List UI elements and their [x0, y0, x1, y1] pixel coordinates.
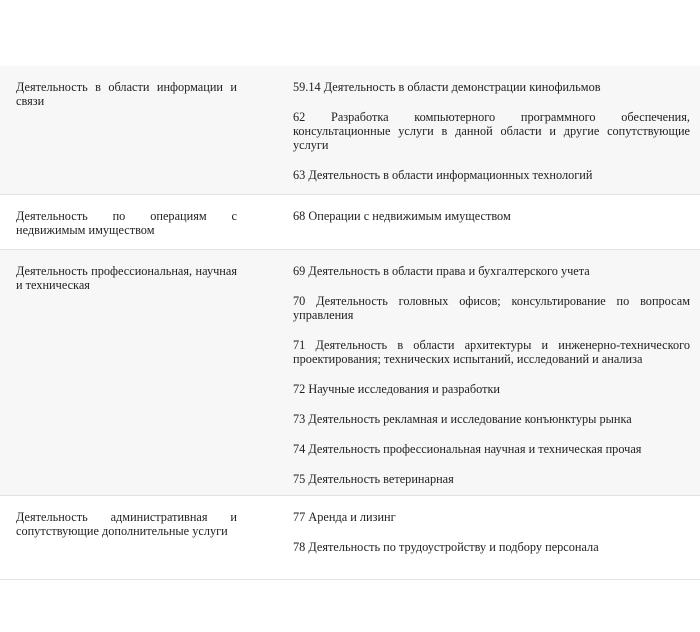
- table-row: [0, 250, 700, 496]
- activity-code-item: 75 Деятельность ветеринарная: [293, 472, 454, 486]
- codes-cell: [293, 195, 700, 249]
- table-row: [0, 66, 700, 195]
- activity-code-item: 71 Деятельность в области архитектуры и инженерно-технического проектирования; технических испытаний, исследований и анализа: [293, 338, 690, 366]
- codes-cell: [293, 496, 700, 579]
- category-cell: Деятельность профессиональная, научная и техническая: [16, 264, 237, 292]
- activity-code-item: 72 Научные исследования и разработки: [293, 382, 501, 396]
- table-row: [0, 195, 700, 250]
- category-cell: Деятельность по операциям с недвижимым имуществом: [16, 209, 237, 237]
- activity-code-item: 63 Деятельность в области информационных технологий: [293, 168, 593, 182]
- category-cell: Деятельность административная и сопутствующие дополнительные услуги: [16, 510, 237, 538]
- activity-code-item: 59.14 Деятельность в области демонстрации кинофильмов: [293, 80, 601, 94]
- activity-code-item: 70 Деятельность головных офисов; консультирование по вопросам управления: [293, 294, 690, 322]
- activity-code-item: 77 Аренда и лизинг: [293, 510, 396, 524]
- codes-cell: [293, 66, 700, 194]
- category-cell: Деятельность в области информации и связи: [16, 80, 237, 108]
- activity-table: [0, 66, 700, 580]
- codes-cell: [293, 250, 700, 495]
- activity-code-item: 73 Деятельность рекламная и исследование конъюнктуры рынка: [293, 412, 632, 426]
- activity-code-item: 69 Деятельность в области права и бухгалтерского учета: [293, 264, 590, 278]
- activity-code-item: 62 Разработка компьютерного программного обеспечения, консультационные услуги в данной области и другие сопутствующие услуги: [293, 110, 690, 152]
- activity-code-item: 68 Операции с недвижимым имуществом: [293, 209, 511, 223]
- activity-code-item: 78 Деятельность по трудоустройству и подбору персонала: [293, 540, 599, 554]
- activity-code-item: 74 Деятельность профессиональная научная и техническая прочая: [293, 442, 642, 456]
- table-row: [0, 496, 700, 580]
